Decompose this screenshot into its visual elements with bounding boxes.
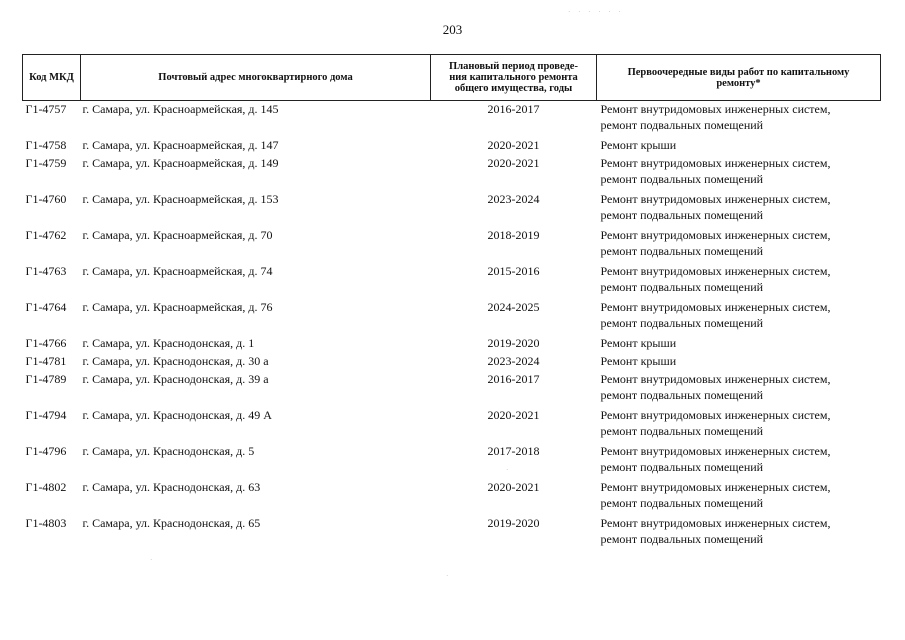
row-code: Г1-4789 xyxy=(25,372,67,386)
table-row xyxy=(23,137,881,155)
row-code: Г1-4763 xyxy=(25,264,67,278)
row-code: Г1-4803 xyxy=(25,516,67,530)
row-address: г. Самара, ул. Красноармейская, д. 147 xyxy=(82,138,279,152)
row-period: 2019-2020 xyxy=(487,336,540,350)
row-code: Г1-4757 xyxy=(25,102,67,116)
row-address: г. Самара, ул. Краснодонская, д. 39 а xyxy=(82,372,269,386)
row-works xyxy=(597,299,881,335)
row-period: 2023-2024 xyxy=(487,192,540,206)
row-works-line: Ремонт крыши xyxy=(600,354,677,368)
row-period: 2023-2024 xyxy=(487,354,540,368)
row-works-line: ремонт подвальных помещений xyxy=(600,172,764,186)
row-address: г. Самара, ул. Красноармейская, д. 76 xyxy=(82,300,273,314)
page-number: 203 xyxy=(442,22,463,37)
row-works xyxy=(597,407,881,443)
capital-repair-table xyxy=(22,54,880,551)
row-code: Г1-4781 xyxy=(25,354,67,368)
row-period: 2018-2019 xyxy=(487,228,540,242)
row-works-line: Ремонт крыши xyxy=(600,138,677,152)
table-body xyxy=(23,101,881,552)
row-address: г. Самара, ул. Красноармейская, д. 145 xyxy=(82,102,279,116)
header-works-line: ремонту* xyxy=(716,77,761,89)
table-row xyxy=(23,227,881,263)
table-row xyxy=(23,479,881,515)
header-period-line: Плановый период проведе- xyxy=(449,61,578,72)
row-works-line: ремонт подвальных помещений xyxy=(600,208,764,222)
row-works xyxy=(597,335,881,353)
row-works-line: Ремонт внутридомовых инженерных систем, xyxy=(600,300,831,314)
row-works-line: Ремонт внутридомовых инженерных систем, xyxy=(600,480,831,494)
row-works-line: Ремонт внутридомовых инженерных систем, xyxy=(600,264,831,278)
row-works-line: ремонт подвальных помещений xyxy=(600,496,764,510)
row-works-line: ремонт подвальных помещений xyxy=(600,316,764,330)
row-code: Г1-4796 xyxy=(25,444,67,458)
row-works-line: Ремонт внутридомовых инженерных систем, xyxy=(600,228,831,242)
row-code: Г1-4759 xyxy=(25,156,67,170)
row-works xyxy=(597,443,881,479)
row-works-line: ремонт подвальных помещений xyxy=(600,388,764,402)
header-period-line: общего имущества, годы xyxy=(454,83,573,94)
row-works-line: Ремонт внутридомовых инженерных систем, xyxy=(600,372,831,386)
row-period: 2024-2025 xyxy=(487,300,540,314)
row-period: 2015-2016 xyxy=(487,264,540,278)
row-address: г. Самара, ул. Краснодонская, д. 63 xyxy=(82,480,261,494)
row-works-line: ремонт подвальных помещений xyxy=(600,532,764,546)
header-period-line: ния капитального ремонта xyxy=(449,72,578,83)
row-works xyxy=(597,101,881,138)
row-code: Г1-4758 xyxy=(25,138,67,152)
row-works xyxy=(597,479,881,515)
row-period: 2017-2018 xyxy=(487,444,540,458)
row-address: г. Самара, ул. Красноармейская, д. 153 xyxy=(82,192,279,206)
row-code: Г1-4766 xyxy=(25,336,67,350)
row-period: 2016-2017 xyxy=(487,372,540,386)
table-row xyxy=(23,191,881,227)
row-works xyxy=(597,155,881,191)
row-period: 2020-2021 xyxy=(487,408,540,422)
row-works-line: ремонт подвальных помещений xyxy=(600,460,764,474)
header-works xyxy=(597,55,881,101)
row-works-line: Ремонт крыши xyxy=(600,336,677,350)
table-row xyxy=(23,353,881,371)
row-code: Г1-4802 xyxy=(25,480,67,494)
row-works-line: ремонт подвальных помещений xyxy=(600,424,764,438)
row-works xyxy=(597,263,881,299)
table-row xyxy=(23,101,881,138)
row-code: Г1-4764 xyxy=(25,300,67,314)
scan-artifact: · xyxy=(446,572,452,580)
repair-schedule-table xyxy=(22,54,881,551)
row-address: г. Самара, ул. Красноармейская, д. 74 xyxy=(82,264,273,278)
row-period: 2019-2020 xyxy=(487,516,540,530)
row-period: 2020-2021 xyxy=(487,138,540,152)
table-row xyxy=(23,515,881,551)
table-row xyxy=(23,407,881,443)
row-works-line: ремонт подвальных помещений xyxy=(600,280,764,294)
table-row xyxy=(23,371,881,407)
row-works-line: ремонт подвальных помещений xyxy=(600,244,764,258)
row-works xyxy=(597,227,881,263)
row-address: г. Самара, ул. Краснодонская, д. 30 а xyxy=(82,354,269,368)
row-works-line: Ремонт внутридомовых инженерных систем, xyxy=(600,516,831,530)
table-row xyxy=(23,335,881,353)
scan-artifact: · xyxy=(506,466,512,474)
row-works-line: Ремонт внутридомовых инженерных систем, xyxy=(600,156,831,170)
row-works xyxy=(597,353,881,371)
scan-artifact: · xyxy=(150,556,156,564)
scan-artifact: · · · · · · xyxy=(568,8,624,16)
row-address: г. Самара, ул. Красноармейская, д. 70 xyxy=(82,228,273,242)
row-address: г. Самара, ул. Краснодонская, д. 49 А xyxy=(82,408,272,422)
row-works xyxy=(597,137,881,155)
table-header xyxy=(23,55,881,101)
row-period: 2020-2021 xyxy=(487,480,540,494)
table-row xyxy=(23,443,881,479)
row-address: г. Самара, ул. Красноармейская, д. 149 xyxy=(82,156,279,170)
table-row xyxy=(23,263,881,299)
row-works-line: ремонт подвальных помещений xyxy=(600,118,764,132)
row-code: Г1-4762 xyxy=(25,228,67,242)
header-period xyxy=(431,55,597,101)
row-works-line: Ремонт внутридомовых инженерных систем, xyxy=(600,102,831,116)
row-address: г. Самара, ул. Краснодонская, д. 1 xyxy=(82,336,255,350)
table-row xyxy=(23,299,881,335)
row-address: г. Самара, ул. Краснодонская, д. 65 xyxy=(82,516,261,530)
header-address: Почтовый адрес многоквартирного дома xyxy=(81,55,431,101)
row-works-line: Ремонт внутридомовых инженерных систем, xyxy=(600,408,831,422)
row-works xyxy=(597,191,881,227)
row-works-line: Ремонт внутридомовых инженерных систем, xyxy=(600,444,831,458)
row-code: Г1-4794 xyxy=(25,408,67,422)
row-address: г. Самара, ул. Краснодонская, д. 5 xyxy=(82,444,255,458)
header-code: Код МКД xyxy=(23,55,81,101)
row-works-line: Ремонт внутридомовых инженерных систем, xyxy=(600,192,831,206)
row-period: 2020-2021 xyxy=(487,156,540,170)
header-works-line: Первоочередные виды работ по капитальному xyxy=(627,66,850,78)
row-code: Г1-4760 xyxy=(25,192,67,206)
table-row xyxy=(23,155,881,191)
row-works xyxy=(597,371,881,407)
row-works xyxy=(597,515,881,551)
row-period: 2016-2017 xyxy=(487,102,540,116)
